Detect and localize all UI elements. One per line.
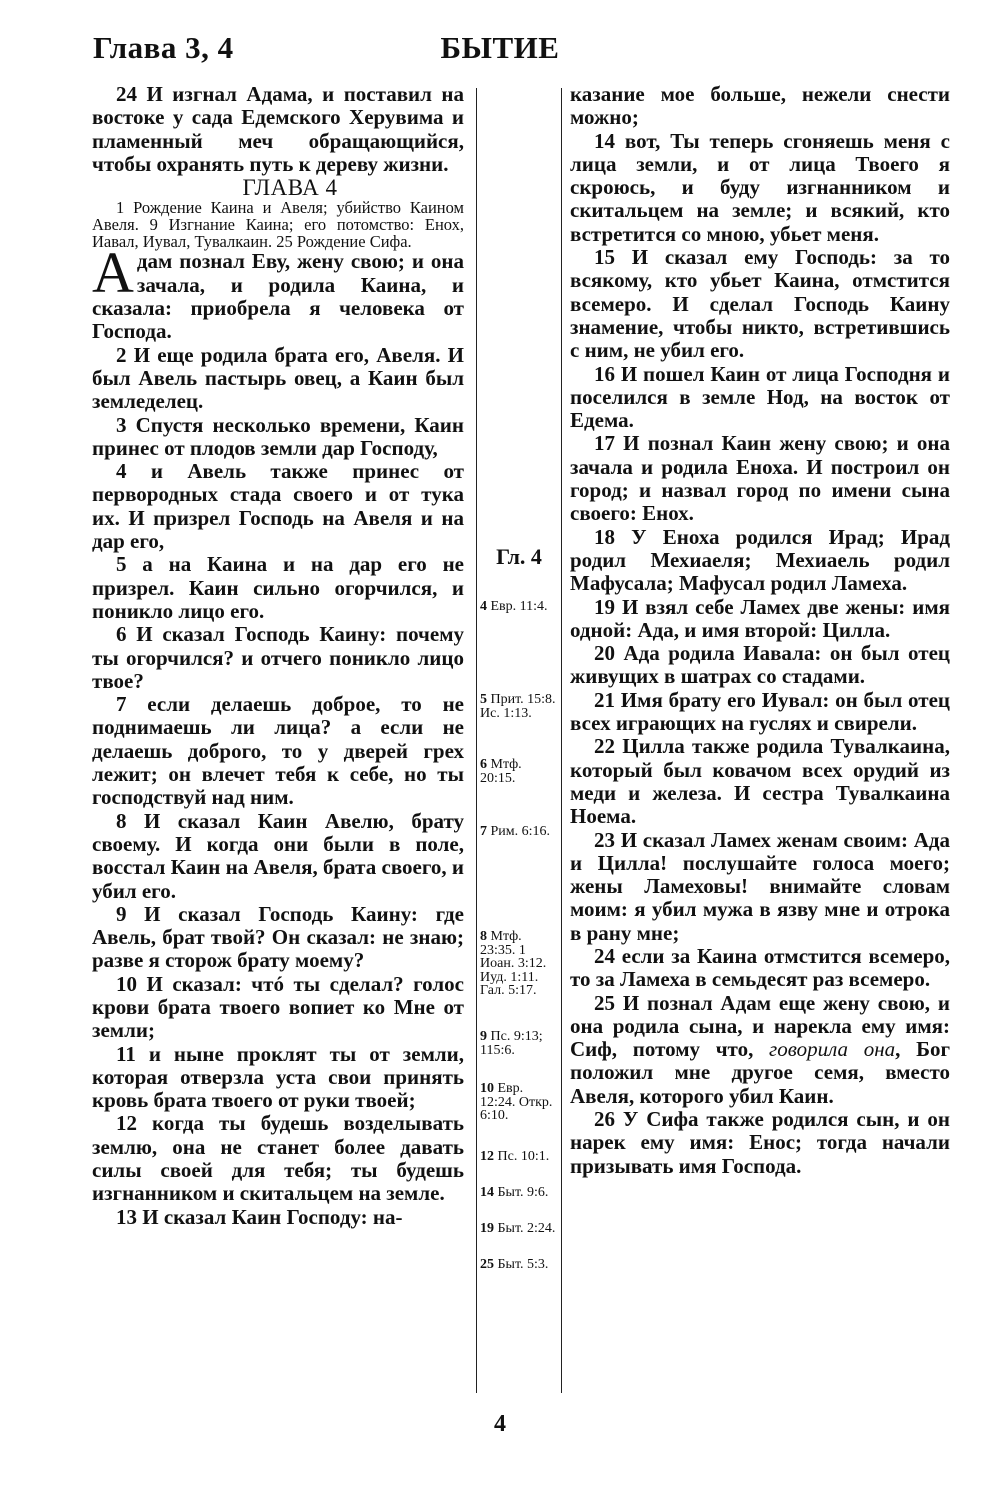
cross-reference: 6 Мтф. 20:15. — [480, 757, 522, 786]
italic-insertion: говорила она — [769, 1037, 896, 1062]
column-divider-right — [561, 88, 562, 1393]
verse-19: 19 И взял себе Ламех две жены: имя одной: Ада, и имя второй: Цилла. — [570, 594, 950, 642]
verse-16: 16 И пошел Каин от лица Господня и поселился в земле Нод, на восток от Едема. — [570, 361, 950, 433]
verse-21: 21 Имя брату его Иувал: он был отец всех играющих на гуслях и свирели. — [570, 687, 950, 736]
verse-9: 9 И сказал Господь Каину: где Авель, брат твой? Он сказал: не знаю; разве я сторож брату моему? — [92, 901, 464, 973]
drop-cap: А — [92, 240, 134, 306]
cross-reference: 7 Рим. 6:16. — [480, 824, 551, 839]
verse-23: 23 И сказал Ламех женам своим: Ада и Цилла! послушайте голоса моего; жены Ламеховы! внимайте словам моим: я убил мужа в язву мне и отрока в рану мне; — [570, 827, 950, 945]
verse-22: 22 Цилла также родила Тувалкаина, который был ковачом всех орудий из меди и железа. И сестра Тувалкаина Ноема. — [570, 734, 950, 829]
cross-reference: 4 Евр. 11:4. — [480, 599, 548, 614]
verse-17: 17 И познал Каин жену свою; и она зачала и родила Еноха. И построил он город; и назвал город по имени сына своего: Енох. — [570, 431, 950, 526]
verse-6: 6 И сказал Господь Каину: почему ты огорчился? и отчего поникло лицо твое? — [92, 622, 464, 693]
verse-14: 14 вот, Ты теперь сгоняешь меня с лица земли, и от лица Твоего я скроюсь, и буду изгнанником и скитальцем на земле; и всякий, кто встретится со мною, убьет меня. — [570, 128, 950, 246]
verse-13-start: 13 И сказал Каин Господу: на- — [116, 1204, 403, 1229]
chapter-summary: 1 Рождение Каина и Авеля; убийство Каином Авеля. 9 Изгнание Каина; его потомство: Енох, Иавал, Иувал, Тувалкаин. 25 Рождение Сифа. — [92, 198, 464, 252]
cross-reference-margin — [480, 544, 558, 1272]
verse-1 — [92, 240, 464, 344]
verse-5: 5 а на Каина и на дар его не призрел. Каин сильно огорчился, и поникло лицо его. — [92, 552, 464, 623]
verse-1-text: дам познал Еву, жену свою; и она зачала, и родила Каина, и сказала: приобрела я человека от Господа. — [92, 249, 464, 344]
cross-reference: 25 Быт. 5:3. — [480, 1257, 549, 1272]
running-head-book: БЫТИЕ — [440, 30, 560, 65]
verse-12: 12 когда ты будешь возделывать землю, она не станет более давать силы своей для тебя; ты будешь изгнанником и скитальцем на земле. — [92, 1111, 464, 1206]
verse-11: 11 и ныне проклят ты от земли, которая отверзла уста свои принять кровь брата твоего от руки твоей; — [92, 1041, 464, 1113]
verse-20: 20 Ада родила Иавала: он был отец живущих в шатрах со стадами. — [570, 641, 950, 689]
cross-reference: 5 Прит. 15:8. Ис. 1:13. — [480, 692, 556, 721]
verse-13-end: казание мое больше, нежели снести можно; — [570, 82, 950, 130]
verse-15: 15 И сказал ему Господь: за то всякому, кто убьет Каина, отмстится всемеро. И сделал Господь Каину знамение, чтобы никто, встретившись с ним, не убил его. — [570, 245, 950, 363]
cross-reference: 14 Быт. 9:6. — [480, 1185, 549, 1200]
verse-25: 25 И познал Адам еще жену свою, и она родила сына, и нарекла ему имя: Сиф, потому что, говорила она, Бог положил мне другое семя, вместо Авеля, которого убил Каин. — [570, 990, 950, 1108]
verse-2: 2 И еще родила брата его, Авеля. И был Авель пастырь овец, а Каин был земледелец. — [92, 342, 464, 414]
verse-7: 7 если делаешь доброе, то не поднимаешь ли лица? а если не делаешь доброго, то у дверей грех лежит; он влечет тебя к себе, но ты господствуй над ним. — [92, 692, 464, 810]
page-number: 4 — [494, 1411, 506, 1437]
verse-4: 4 и Авель также принес от первородных стада своего и от тука их. И призрел Господь на Авеля и на дар его, — [92, 459, 464, 554]
cross-reference: 19 Быт. 2:24. — [480, 1221, 556, 1236]
verse-3: 3 Спустя несколько времени, Каин принес от плодов земли дар Господу, — [92, 412, 464, 460]
verse-8: 8 И сказал Каин Авелю, брату своему. И когда они были в поле, восстал Каин на Авеля, брата своего, и убил его. — [92, 808, 464, 903]
left-text-column — [92, 83, 464, 1229]
cross-reference: 12 Пс. 10:1. — [480, 1149, 550, 1164]
running-head-chapter: Глава 3, 4 — [93, 30, 234, 65]
verse-26: 26 У Сифа также родился сын, и он нарек ему имя: Енос; тогда начали призывать имя Господа. — [570, 1107, 950, 1178]
cross-reference: 10 Евр. 12:24. Откр. 6:10. — [480, 1081, 553, 1123]
column-divider-left — [476, 88, 477, 1393]
right-text-column — [570, 83, 950, 1178]
verse-24: 24 если за Каина отмстится всемеро, то за Ламеха в семьдесят раз всемеро. — [570, 943, 950, 992]
margin-chapter-heading: Гл. 4 — [496, 544, 542, 569]
chapter-title: ГЛАВА 4 — [242, 175, 338, 201]
verse-10: 10 И сказал: чтó ты сделал? голос крови брата твоего вопиет ко Мне от земли; — [92, 971, 464, 1043]
verse-18: 18 У Еноха родился Ирад; Ирад родил Мехиаеля; Мехиаель родил Мафусала; Мафусал родил Ламеха. — [570, 524, 950, 596]
cross-reference: 8 Мтф. 23:35. 1 Иоан. 3:12. Иуд. 1:11. Гал. 5:17. — [480, 929, 547, 998]
verse-3-24: 24 И изгнал Адама, и поставил на востоке у сада Едемского Херувима и пламенный меч обращающийся, чтобы охранять путь к дереву жизни. — [92, 82, 464, 176]
cross-reference: 9 Пс. 9:13; 115:6. — [480, 1029, 543, 1058]
